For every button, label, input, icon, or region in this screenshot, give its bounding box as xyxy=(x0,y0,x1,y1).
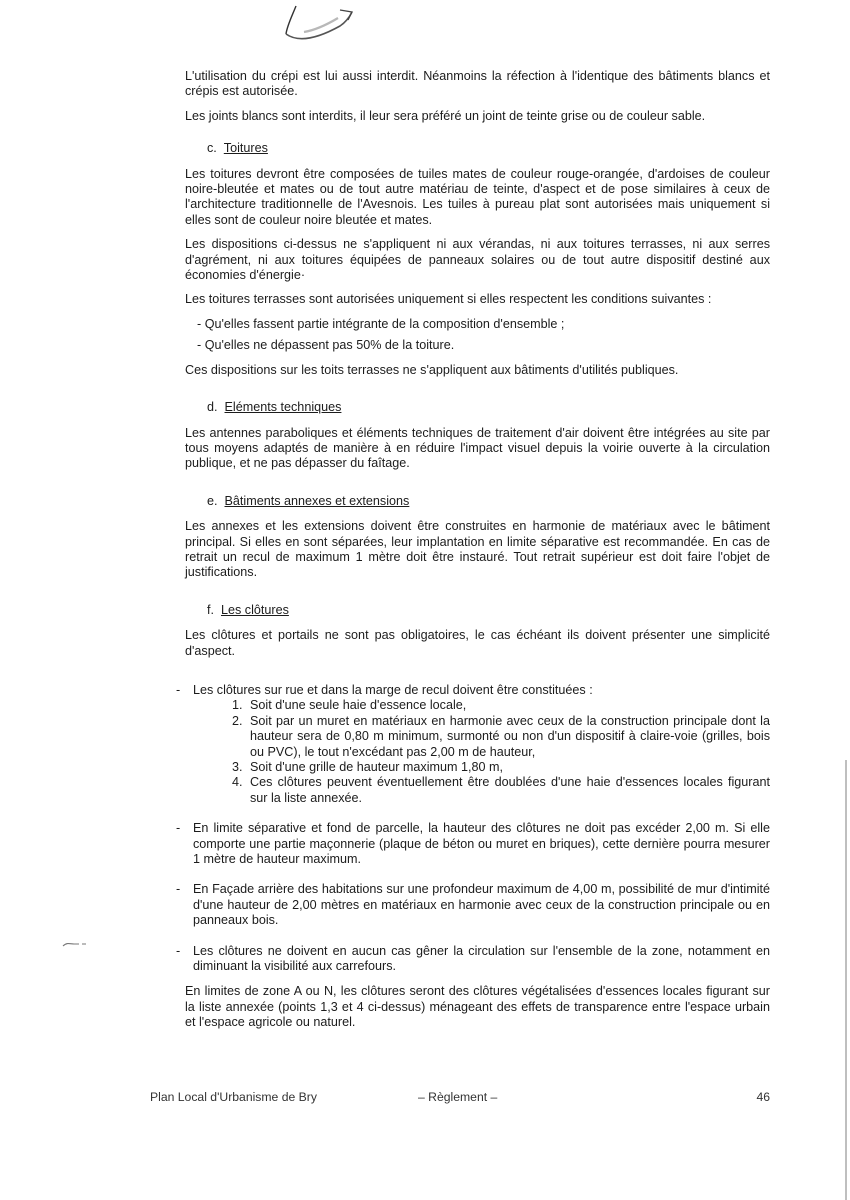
list-item xyxy=(176,683,770,806)
list-item: - Qu'elles ne dépassent pas 50% de la toiture. xyxy=(197,338,455,353)
conditions-list xyxy=(185,317,770,354)
bullet-text: En Façade arrière des habitations sur une profondeur maximum de 4,00 m, possibilité de mur d'intimité d'une hauteur de 2,00 mètres en matériaux en harmonie avec ceux de la construction principale ou en panneaux bois. xyxy=(193,882,770,928)
bullet-dash: - xyxy=(176,943,181,958)
list-item xyxy=(176,882,770,928)
handwritten-margin-mark-icon xyxy=(62,938,88,950)
numbered-item: 1. Soit d'une seule haie d'essence locale, xyxy=(246,698,770,713)
paragraph-clotures-closing: En limites de zone A ou N, les clôtures seront des clôtures végétalisées d'essences locales figurant sur la liste annexée (points 1,3 et 4 ci-dessus) ménageant des effets de transparence entre l'espace urbain et l'espace agricole ou naturel. xyxy=(185,984,770,1030)
section-title: Eléments techniques xyxy=(224,400,342,415)
bullet-text: Les clôtures ne doivent en aucun cas gêner la circulation sur l'ensemble de la zone, notamment en diminuant la visibilité aux carrefours. xyxy=(193,943,770,974)
section-title: Toitures xyxy=(223,141,268,156)
page-content xyxy=(176,69,770,1040)
paragraph-toitures-exceptions: Les dispositions ci-dessus ne s'appliquent ni aux vérandas, ni aux toitures terrasses, ni aux serres d'agrément, ni aux toitures équipées de panneaux solaires ou de tout autre dispositif destiné aux économies d'énergie· xyxy=(185,237,770,283)
paragraph-clotures-intro: Les clôtures et portails ne sont pas obligatoires, le cas échéant ils doivent présenter une simplicité d'aspect. xyxy=(185,628,770,658)
bullet-text: En limite séparative et fond de parcelle, la hauteur des clôtures ne doit pas excéder 2,00 m. Si elle comporte une partie maçonnerie (plaque de béton ou muret en briques), cette dernière pourra mesurer 1 mètre de hauteur maximum. xyxy=(193,821,770,867)
bullet-dash: - xyxy=(176,882,181,897)
paragraph-crepi: L'utilisation du crépi est lui aussi interdit. Néanmoins la réfection à l'identique des bâtiments blancs et crépis est autorisée. xyxy=(185,69,770,99)
paragraph-toitures-terrasses: Les toitures terrasses sont autorisées uniquement si elles respectent les conditions suivantes : xyxy=(185,292,712,307)
footer-section-name: – Règlement – xyxy=(418,1090,498,1104)
clotures-bullet-list xyxy=(176,682,770,975)
section-letter: d. xyxy=(207,400,218,415)
paragraph-batiments-annexes: Les annexes et les extensions doivent être construites en harmonie de matériaux avec le bâtiment principal. Si elles en sont séparées, leur implantation en limite séparative est recommandée. En cas de retrait un recul de maximum 1 mètre doit être instauré. Tout retrait supérieur est doit faire l'objet de justifications. xyxy=(185,519,770,580)
section-letter: c. xyxy=(207,141,217,156)
section-title: Bâtiments annexes et extensions xyxy=(224,493,410,508)
list-item xyxy=(176,944,770,975)
list-item xyxy=(176,821,770,867)
bullet-text: Les clôtures sur rue et dans la marge de recul doivent être constituées : xyxy=(193,682,593,697)
list-item: - Qu'elles fassent partie intégrante de la composition d'ensemble ; xyxy=(197,316,565,331)
paragraph-toitures-materials: Les toitures devront être composées de tuiles mates de couleur rouge-orangée, d'ardoises de couleur noire-bleutée et mates ou de tout autre matériau de teinte, d'aspect et de pose similaires à ceux de l'architecture traditionnelle de l'Avesnois. Les tuiles à pureau plat sont autorisées mais uniquement si elles sont de couleur noire bleutée et mates. xyxy=(185,166,770,227)
section-heading-clotures xyxy=(207,603,770,618)
numbered-item: 4. Ces clôtures peuvent éventuellement être doublées d'une haie d'essences locales figurant sur la liste annexée. xyxy=(246,775,770,806)
handwritten-initial-mark-icon xyxy=(282,4,362,48)
numbered-list xyxy=(193,698,770,806)
section-letter: f. xyxy=(207,602,214,617)
section-heading-batiments-annexes xyxy=(207,494,770,509)
section-heading-elements-techniques xyxy=(207,400,770,415)
footer-document-title: Plan Local d'Urbanisme de Bry xyxy=(150,1090,317,1104)
numbered-item: 2. Soit par un muret en matériaux en harmonie avec ceux de la construction principale dont la hauteur sera de 0,80 m minimum, surmonté ou non d'un dispositif à claire-voie (grilles, bois ou PVC), le tout n'excédant pas 2,00 m de hauteur, xyxy=(246,714,770,760)
section-title: Les clôtures xyxy=(221,602,289,617)
paragraph-elements-techniques: Les antennes paraboliques et éléments techniques de traitement d'air doivent être intégrées au site par tous moyens adaptés de manière à en réduire l'impact visuel depuis la voirie ouverte à la circulation publique, et ne pas dépasser du faîtage. xyxy=(185,425,770,471)
section-letter: e. xyxy=(207,493,218,508)
paragraph-toitures-closing: Ces dispositions sur les toits terrasses ne s'appliquent aux bâtiments d'utilités publiques. xyxy=(185,362,679,377)
numbered-item: 3. Soit d'une grille de hauteur maximum 1,80 m, xyxy=(246,760,770,775)
scan-edge-line xyxy=(845,760,847,1200)
bullet-dash: - xyxy=(176,682,181,697)
paragraph-joints: Les joints blancs sont interdits, il leur sera préféré un joint de teinte grise ou de couleur sable. xyxy=(185,108,706,123)
section-heading-toitures xyxy=(207,141,770,156)
page-number: 46 xyxy=(756,1090,770,1104)
bullet-dash: - xyxy=(176,821,181,836)
